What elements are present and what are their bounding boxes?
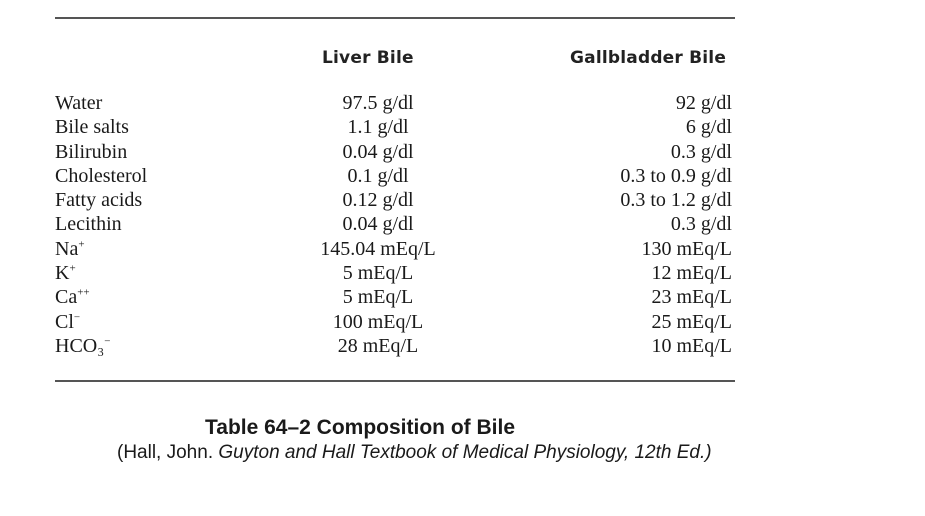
ion-charge: − [73, 311, 81, 324]
table-row [0, 164, 925, 188]
row-constituent-name [55, 115, 129, 139]
row-constituent-name [55, 334, 110, 358]
table-caption-source [117, 442, 712, 464]
row-constituent-name [55, 91, 102, 115]
caption-source-book-title: Guyton and Hall Textbook of Medical Physiology, 12th Ed.) [218, 442, 712, 463]
gallbladder-bile-value: 10 mEq/L [651, 334, 732, 357]
constituent-label: Cholesterol [55, 164, 148, 187]
liver-bile-value: 97.5 g/dl [342, 92, 414, 114]
gallbladder-bile-value: 23 mEq/L [651, 286, 732, 309]
row-constituent-name [55, 310, 80, 334]
table-row [0, 261, 925, 285]
ion-charge: − [104, 335, 111, 348]
gallbladder-bile-value: 0.3 to 0.9 g/dl [620, 164, 732, 187]
liver-bile-value: 0.12 g/dl [342, 189, 414, 212]
liver-bile-value: 1.1 g/dl [347, 116, 409, 139]
gallbladder-bile-value: 25 mEq/L [651, 310, 732, 333]
table-row [0, 212, 925, 236]
table-bottom-rule [55, 380, 735, 382]
row-constituent-name [55, 140, 127, 164]
table-row [0, 115, 925, 139]
liver-bile-value: 145.04 mEq/L [320, 237, 436, 260]
gallbladder-bile-value: 0.3 g/dl [670, 140, 732, 163]
column-header-liver-bile: Liver Bile [322, 48, 414, 68]
row-constituent-name [55, 164, 147, 188]
composition-table [0, 91, 925, 358]
constituent-label: Lecithin [55, 213, 122, 236]
table-row [0, 188, 925, 212]
row-constituent-name [55, 261, 76, 285]
column-header-gallbladder-bile: Gallbladder Bile [570, 48, 727, 68]
liver-bile-value: 5 mEq/L [342, 262, 414, 285]
constituent-label: HCO₃ [55, 334, 105, 357]
table-row [0, 91, 925, 115]
liver-bile-value: 28 mEq/L [337, 334, 419, 357]
ion-charge: + [78, 238, 85, 251]
table-row [0, 140, 925, 164]
constituent-label: Water [55, 92, 103, 114]
constituent-label: Bile salts [55, 116, 129, 139]
constituent-label: Cl [55, 310, 74, 333]
constituent-label: Na [55, 237, 79, 260]
table-row [0, 285, 925, 309]
ion-charge: ++ [77, 286, 90, 299]
gallbladder-bile-value: 92 g/dl [675, 92, 732, 114]
table-row [0, 237, 925, 261]
liver-bile-value: 0.04 g/dl [342, 140, 414, 163]
row-constituent-name [55, 285, 90, 309]
gallbladder-bile-value: 6 g/dl [685, 116, 732, 139]
table-row [0, 334, 925, 358]
constituent-label: Ca [55, 286, 78, 309]
constituent-label: K [55, 262, 70, 285]
liver-bile-value: 0.1 g/dl [347, 164, 409, 187]
liver-bile-value: 5 mEq/L [342, 286, 414, 309]
table-top-rule [55, 17, 735, 19]
gallbladder-bile-value: 0.3 to 1.2 g/dl [620, 189, 732, 212]
constituent-label: Fatty acids [55, 189, 143, 212]
gallbladder-bile-value: 0.3 g/dl [670, 213, 732, 236]
liver-bile-value: 100 mEq/L [332, 310, 424, 333]
row-constituent-name [55, 237, 85, 261]
caption-source-prefix: (Hall, John. [117, 442, 219, 463]
table-caption-title: Table 64–2 Composition of Bile [205, 416, 515, 439]
ion-charge: + [69, 262, 76, 275]
gallbladder-bile-value: 130 mEq/L [641, 237, 732, 260]
gallbladder-bile-value: 12 mEq/L [651, 262, 732, 285]
row-constituent-name [55, 212, 122, 236]
liver-bile-value: 0.04 g/dl [342, 213, 414, 236]
table-row [0, 310, 925, 334]
row-constituent-name [55, 188, 142, 212]
constituent-label: Bilirubin [55, 140, 128, 163]
